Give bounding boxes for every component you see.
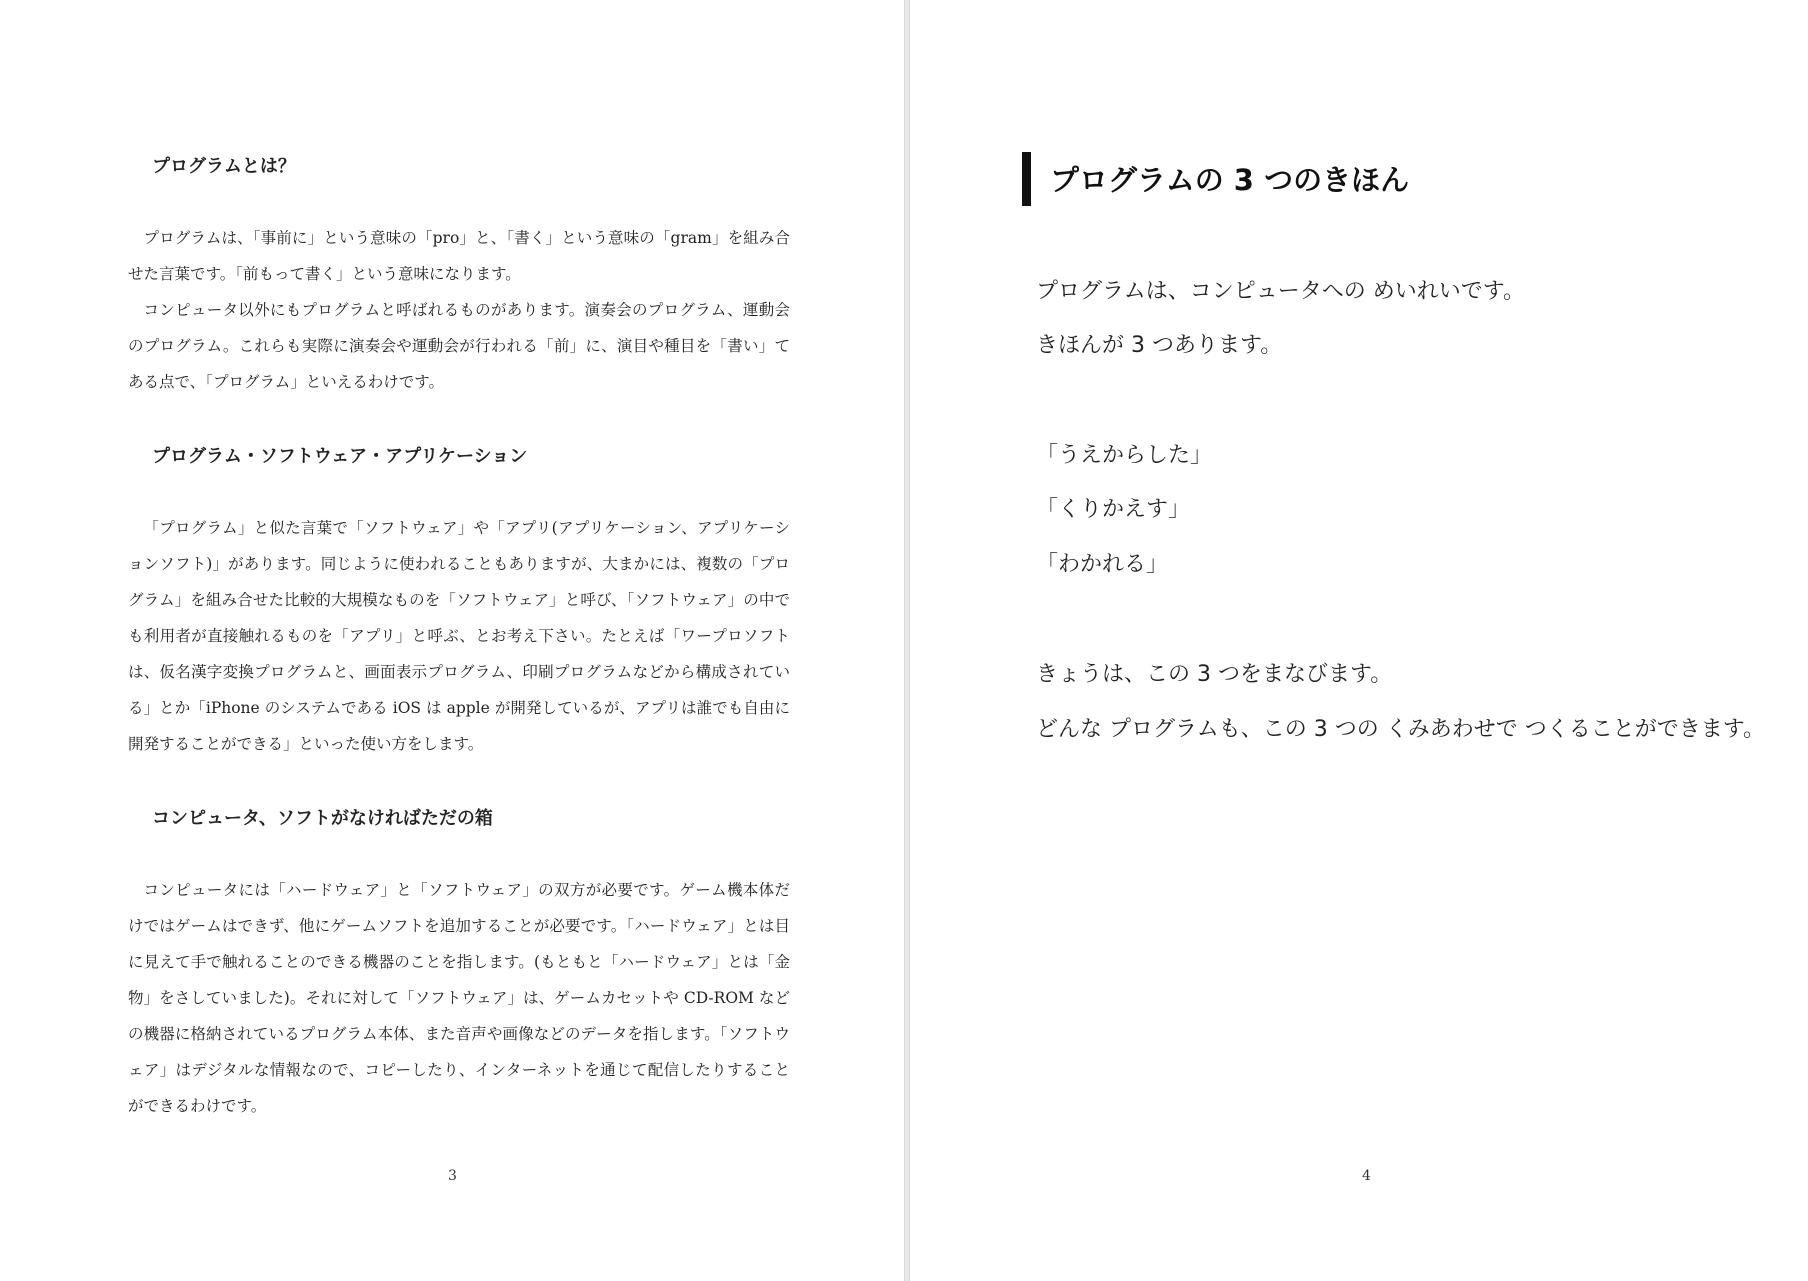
- section-program-software-application: [128, 440, 790, 762]
- text-line: どんな プログラムも、この 3 つの くみあわせで つくることができます。: [1036, 717, 1765, 742]
- list-item: 「くりかえす」: [1036, 497, 1191, 522]
- text-line: プログラムは、コンピュータへの めいれいです。: [1036, 279, 1526, 304]
- text-line: きほんが 3 つあります。: [1036, 333, 1283, 358]
- page-title: プログラムの 3 つのきほん: [1050, 163, 1410, 197]
- list-item: 「うえからした」: [1036, 443, 1213, 468]
- heading-accent-bar: [1022, 152, 1031, 206]
- list-item: 「わかれる」: [1036, 552, 1169, 577]
- right-page: [910, 0, 1808, 1281]
- paragraph: コンピュータには「ハードウェア」と「ソフトウェア」の双方が必要です。ゲーム機本体だけではゲームはできず、他にゲームソフトを追加することが必要です。「ハードウェア」とは目に見えて手で触れることのできる機器のことを指します。(もともと「ハードウェア」とは「金物」をさしていました)。それに対して「ソフトウェア」は、ゲームカセットや CD-ROM などの機器に格納されているプログラム本体、また音声や画像などのデータを指します。「ソフトウェア」はデジタルな情報なので、コピーしたり、インターネットを通じて配信したりすることができるわけです。: [128, 881, 790, 1115]
- paragraph: 「プログラム」と似た言葉で「ソフトウェア」や「アプリ(アプリケーション、アプリケーションソフト)」があります。同じように使われることもありますが、大まかには、複数の「プログラム」を組み合せた比較的大規模なものを「ソフトウェア」と呼び、「ソフトウェア」の中でも利用者が直接触れるものを「アプリ」と呼ぶ、とお考え下さい。たとえば「ワープロソフトは、仮名漢字変換プログラムと、画面表示プログラム、印刷プログラムなどから構成されている」とか「iPhone のシステムである iOS は apple が開発しているが、アプリは誰でも自由に開発することができる」といった使い方をします。: [128, 519, 790, 753]
- paragraph: コンピュータ以外にもプログラムと呼ばれるものがあります。演奏会のプログラム、運動会のプログラム。これらも実際に演奏会や運動会が行われる「前」に、演目や種目を「書い」てある点で、「プログラム」といえるわけです。: [128, 301, 790, 391]
- section-heading: プログラム・ソフトウェア・アプリケーション: [152, 446, 528, 467]
- section-body: [128, 220, 790, 400]
- section-heading: プログラムとは？: [152, 156, 296, 177]
- page-number: 3: [448, 1168, 457, 1184]
- section-what-is-program: [128, 150, 790, 400]
- paragraph: プログラムは、「事前に」という意味の「pro」と、「書く」という意味の「gram」を組み合せた言葉です。「前もって書く」という意味になります。: [128, 229, 790, 283]
- section-computer-without-software: [128, 802, 790, 1124]
- section-heading: コンピュータ、ソフトがなければただの箱: [152, 808, 493, 829]
- left-page-content: [128, 150, 790, 1164]
- section-body: [128, 510, 790, 762]
- page-number: 4: [1362, 1168, 1371, 1184]
- section-body: [128, 872, 790, 1124]
- text-line: きょうは、この 3 つをまなびます。: [1036, 662, 1393, 687]
